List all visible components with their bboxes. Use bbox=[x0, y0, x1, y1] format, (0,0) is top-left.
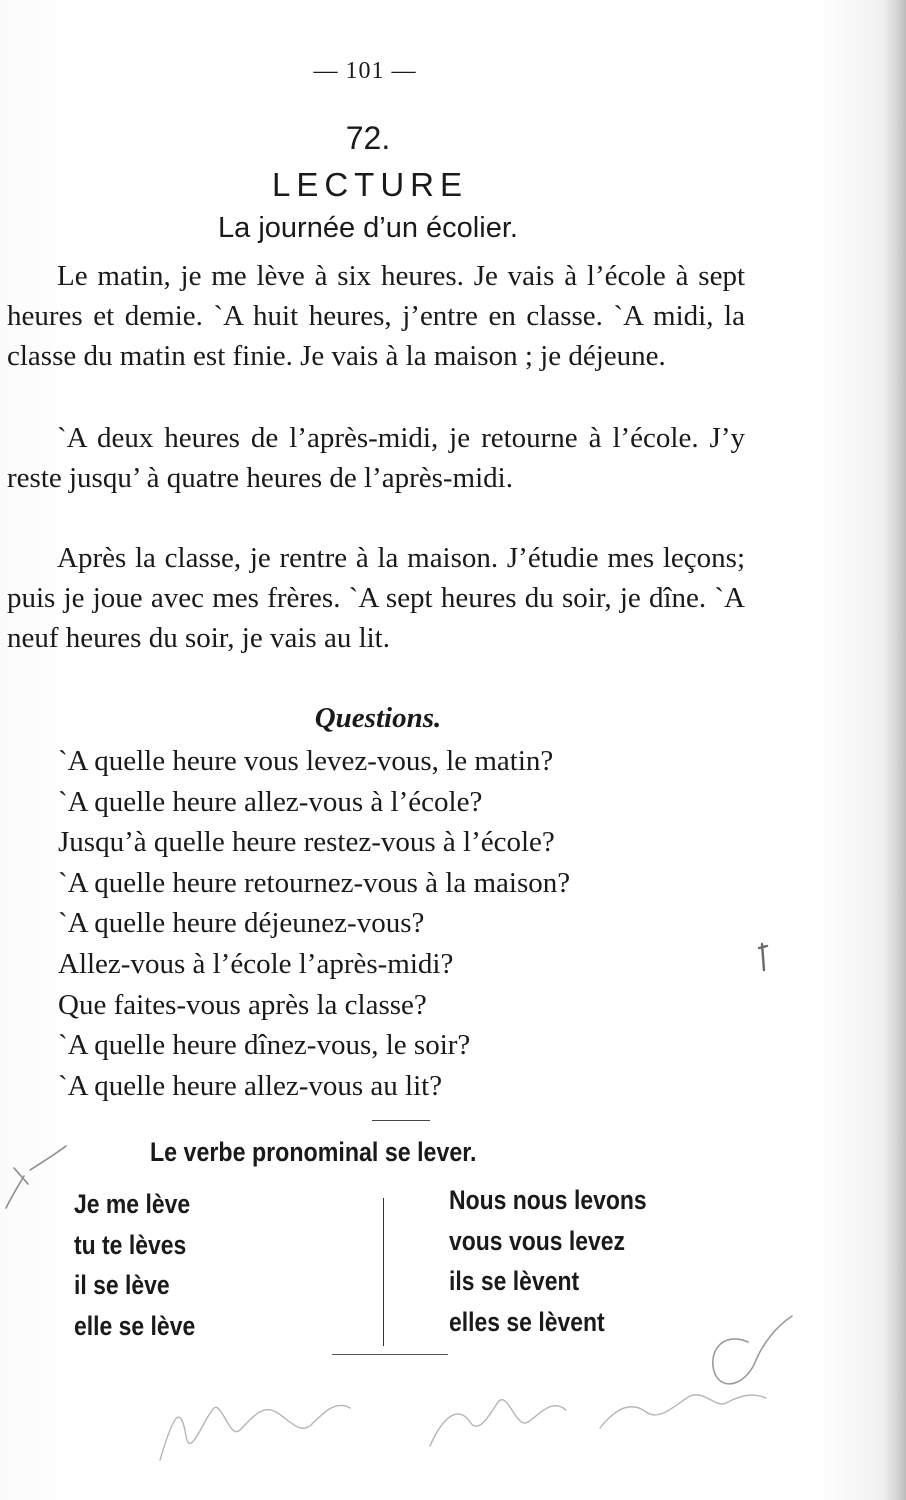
pencil-scribble-bottom bbox=[160, 1395, 766, 1460]
question-item: `A quelle heure allez-vous à l’école? bbox=[58, 785, 483, 818]
question-item: `A quelle heure vous levez-vous, le matin? bbox=[58, 745, 554, 777]
reading-paragraph: Après la classe, je rentre à la maison. J’étudie mes leçons; puis je joue avec mes frères. `A sept heures du soir, je dîne. `A neuf heures du soir, je vais au lit. bbox=[7, 542, 745, 654]
pencil-scribble-right bbox=[713, 1316, 792, 1384]
pencil-tick-mark bbox=[759, 944, 767, 970]
conjugation-form: elle se lève bbox=[74, 1310, 196, 1341]
pencil-cross-mark bbox=[6, 1146, 66, 1208]
question-item: `A quelle heure déjeunez-vous? bbox=[58, 907, 425, 940]
conjugation-form: tu te lèves bbox=[74, 1229, 187, 1260]
conjugation-form: il se lève bbox=[74, 1270, 170, 1300]
conjugation-form: Je me lève bbox=[74, 1189, 191, 1219]
question-item: Allez-vous à l’école l’après-midi? bbox=[58, 947, 454, 980]
conjugation-form: ils se lèvent bbox=[449, 1266, 580, 1296]
lesson-subtitle: La journée d’un écolier. bbox=[218, 212, 518, 244]
question-item: Jusqu’à quelle heure restez-vous à l’école? bbox=[58, 826, 555, 859]
questions-heading: Questions. bbox=[314, 702, 442, 734]
conjugation-form: Nous nous levons bbox=[449, 1185, 647, 1215]
lesson-title: LECTURE bbox=[271, 166, 469, 203]
reading-paragraph: `A deux heures de l’après-midi, je retourne à l’école. J’y reste jusqu’ à quatre heures de l’après-midi. bbox=[7, 422, 745, 494]
reading-paragraph: Le matin, je me lève à six heures. Je vais à l’école à sept heures et demie. `A huit heures, j’entre en classe. `A midi, la classe du matin est finie. Je vais à la maison ; je déjeune. bbox=[7, 260, 745, 372]
conjugation-form: vous vous levez bbox=[449, 1225, 626, 1256]
conjugation-form: elles se lèvent bbox=[449, 1306, 605, 1337]
question-item: `A quelle heure allez-vous au lit? bbox=[58, 1069, 443, 1102]
question-item: `A quelle heure dînez-vous, le soir? bbox=[58, 1029, 471, 1062]
question-item: Que faites-vous après la classe? bbox=[58, 988, 427, 1021]
lesson-number: 72. bbox=[345, 120, 391, 156]
question-item: `A quelle heure retournez-vous à la maison? bbox=[58, 866, 571, 899]
page-number: — 101 — bbox=[313, 58, 417, 84]
conjugation-title: Le verbe pronominal se lever. bbox=[150, 1137, 477, 1167]
